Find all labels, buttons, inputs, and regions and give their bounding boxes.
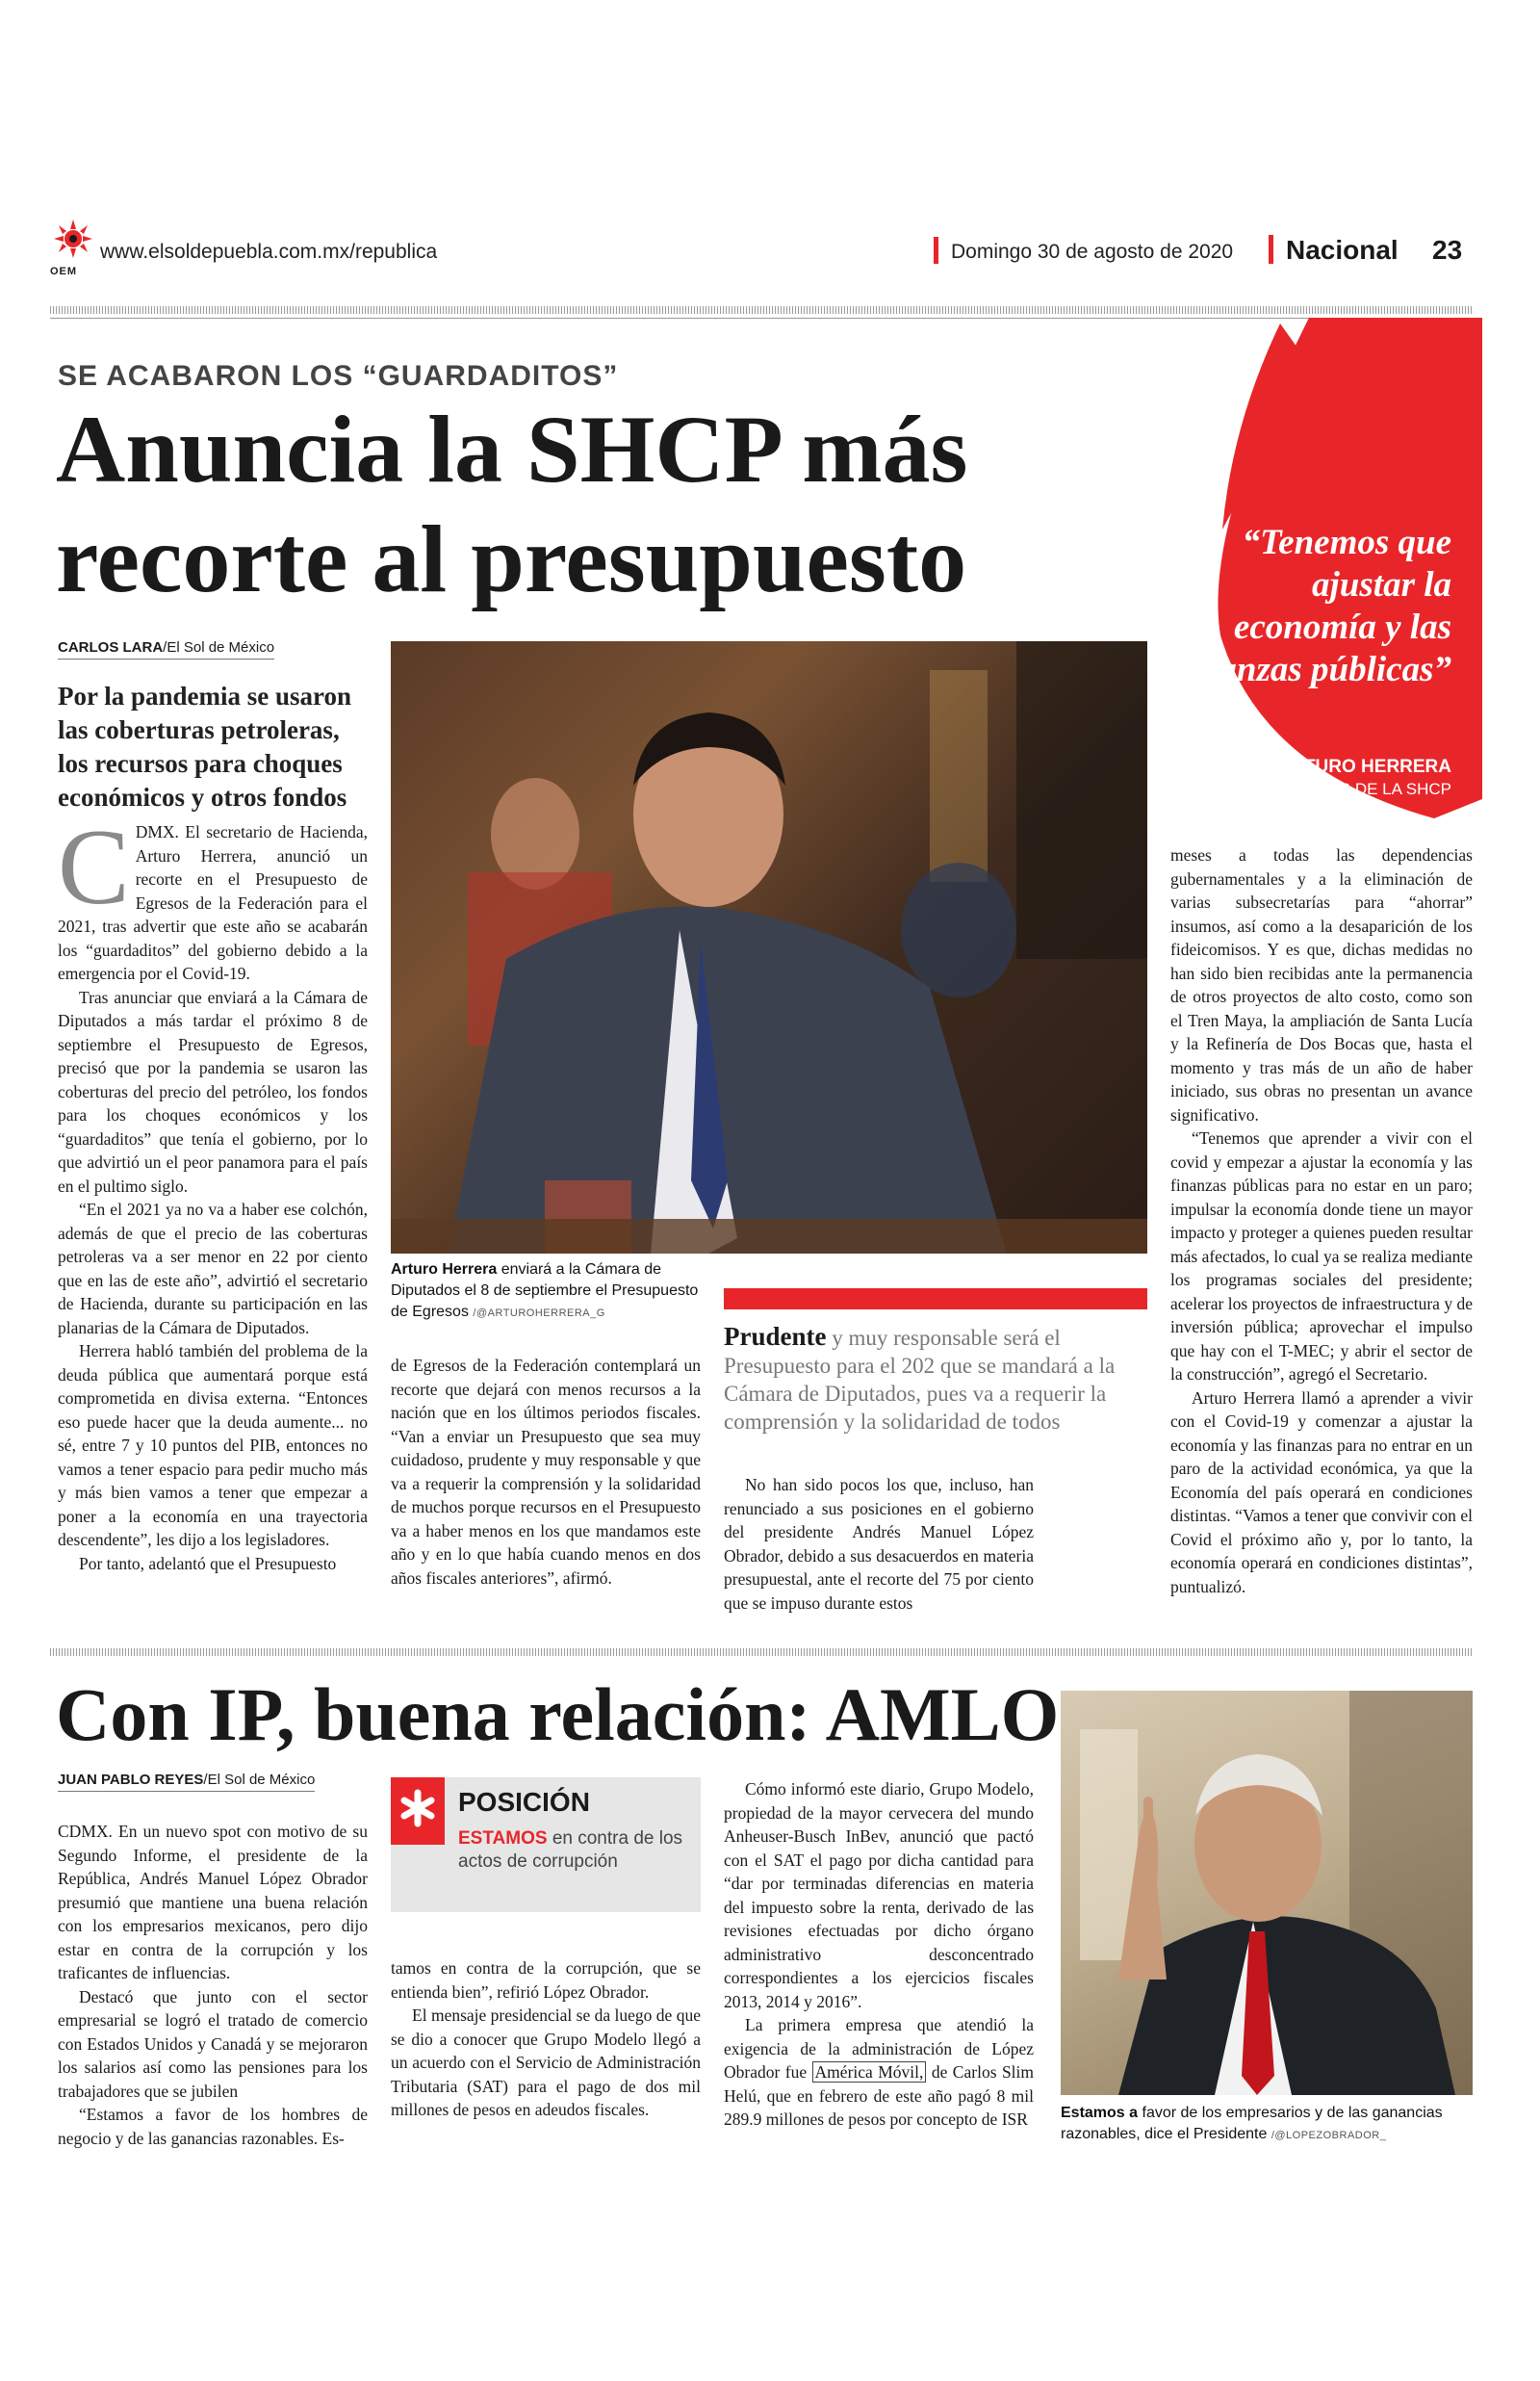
quote-author: ARTURO HERRERA [1277,757,1451,777]
article1-column-1 [58,808,368,1575]
paragraph: Por tanto, adelantó que el Presupuesto [79,1553,337,1573]
caption-lead: Estamos a [1061,2105,1139,2121]
page-number: 23 [1432,235,1463,265]
paragraph: Arturo Herrera llamó a aprender a vivir con el Covid-19 y comenzar a ajustar la economía y las finanzas para no entrar en un paro de la actividad económica, ya que la Economía del país operará en condiciones distintas. “Vamos a tener que convivir con el Covid el próximo año y, por lo tanto, la economía operará en condiciones distintas”, puntualizó. [1170,1387,1473,1596]
article2-byline [58,1772,315,1792]
article1-column-2 [391,1354,701,1590]
byline-author: JUAN PABLO REYES [58,1772,204,1788]
paragraph: Destacó que junto con el sector empresarial se logró el tratado de comercio con Estados Unidos y Canadá y se mejoraron los salarios así como las pensiones para los trabajadores que se jubilen [58,1986,368,2101]
photo-caption [391,1259,699,1324]
amlo-caption [1061,2103,1473,2146]
article1-column-4 [1170,843,1473,1614]
section-name: Nacional [1286,235,1399,265]
caption-text: enviará a la Cámara de Diputados el 8 de septiembre el Presupuesto de Egresos [391,1261,699,1320]
byline [58,639,274,660]
headline-line-2: recorte al presupuesto [56,505,967,612]
paragraph: Cómo informó este diario, Grupo Modelo, propiedad de la mayor cervecera del mundo Anheuser-Busch InBev, anunció que pactó con el SAT el pago por dicha cantidad para “dar por terminadas diferencias en materia del impuesto sobre la renta, derivado de las revisiones efectuadas por dicho órgano administrativo desconcentrado correspondientes a los ejercicios fiscales 2013, 2014 y 2016”. [724,1779,1034,2011]
date-marker [934,237,938,264]
article2-column-3 [724,1777,1034,2132]
caption-lead: Arturo Herrera [391,1261,498,1278]
position-title: POSICIÓN [458,1787,590,1817]
position-lead: ESTAMOS [458,1828,548,1849]
paragraph: El mensaje presidencial se da luego de que se dio a conocer que Grupo Modelo llegó a un acuerdo con el Servicio de Administración Tributaria (SAT) para el pago de dos mil millones de pesos en adeudos fiscales. [391,2006,701,2119]
article2-column-1 [58,1820,368,2150]
logo-text: OEM [50,266,78,277]
photo-credit: /@LOPEZOBRADOR_ [1270,2130,1387,2141]
sun-logo-icon [50,220,96,262]
paragraph: “Estamos a favor de los hombres de negocio y de las ganancias razonables. Es- [58,2105,368,2148]
kicker: SE ACABARON LOS “GUARDADITOS” [58,360,619,392]
pullquote-bar [724,1288,1147,1309]
quote-text: “Tenemos que ajustar la economía y las finanzas públicas” [1177,523,1451,689]
paragraph: Tras anunciar que enviará a la Cámara de Diputados a más tardar el próximo 8 de septiembre el Presupuesto de Egresos, precisó que por la pandemia se usaron las coberturas del precio del petróleo, los fondos para los choques económicos y los “guardaditos” que tenía el gobierno, por lo que advirtió un el peor panamora para el país en el pultimo siglo. [58,987,368,1196]
lead-paragraph: DMX. El secretario de Hacienda, Arturo Herrera, anunció un recorte en el Presupuesto de Egresos de la Federación para el 2021, tras advertir que este año se acabarán los “guardaditos” del gobierno debido a la emergencia por el Covid-19. [58,822,368,983]
deck: Por la pandemia se usaron las coberturas petroleras, los recursos para choques económicos y otros fondos [58,682,352,812]
section-marker [1269,235,1273,264]
herrera-photo [391,641,1147,1254]
pullquote [724,1323,1138,1436]
paragraph: “Tenemos que aprender a vivir con el covid y empezar a ajustar la economía y las finanzas públicas para no estar en un paro; impulsar la economía donde tiene un mayor impacto y proteger a quienes pueden resultar más afectados, lo cual ya se realiza mediante los programas sociales del presidente; acelerar los proyectos de infraestructura y de inversión pública; aprovechar el impulso que hay con el T-MEC; y abrir el sector de la construcción”, agregó el Secretario. [1170,1128,1473,1384]
paragraph-start: La primera empresa que atendió la exigencia de la administración de López Obrador fue [724,2015,1034,2082]
photo-credit: /@ARTUROHERRERA_G [473,1307,605,1319]
paragraph-end: de Carlos Slim Helú, que en febrero de este año pagó 8 mil 289.9 millones de pesos por concepto de ISR [724,2062,1035,2129]
position-icon-box [391,1777,445,1845]
pullquote-text: y muy responsable será el Presupuesto para el 202 que se mandará a la Cámara de Diputados, pues va a requerir la comprensión y la solidaridad de todos [724,1326,1116,1434]
site-url[interactable]: www.elsoldepuebla.com.mx/republica [100,241,438,263]
section-divider [50,1648,1473,1656]
paragraph: CDMX. En un nuevo spot con motivo de su Segundo Informe, el presidente de la República, Andrés Manuel López Obrador presumió que mantiene una buena relación con los empresarios mexicanos, pero dijo estar en contra de la corrupción y los traficantes de influencias. [58,1822,368,1982]
issue-date: Domingo 30 de agosto de 2020 [951,241,1234,263]
article1-column-3 [724,1473,1034,1615]
byline-outlet: /El Sol de México [163,639,275,656]
pullquote-lead: Prudente [724,1322,827,1351]
headline-line-1: Anuncia la SHCP más [56,396,968,503]
america-movil-link[interactable]: América Móvil, [812,2061,927,2083]
paragraph: No han sido pocos los que, incluso, han renunciado a sus posiciones en el gobierno del presidente Andrés Manuel López Obrador, debido a sus desacuerdos en materia presupuestal, ante el recorte del 75 por ciento que se impuso durante estos [724,1475,1034,1613]
header-rule [50,306,1473,314]
position-body: en contra de los actos de corrupción [458,1828,683,1872]
quote-role: TITULAR DE LA SHCP [1282,780,1451,798]
byline-outlet: /El Sol de México [203,1772,316,1788]
paragraph: Herrera habló también del problema de la deuda pública que aumentará porque está comprometida en divisa externa. “Entonces eso puede hacer que la deuda aumente... no sé, entre 7 y 10 puntos del PIB, entonces no vamos a tener espacio para pedir mucho más y más bien vamos a tener que empezar a poner a la economía en una trayectoria descendente”, les dijo a los legisladores. [58,1341,368,1549]
amlo-photo [1061,1691,1473,2095]
paragraph: de Egresos de la Federación contemplará un recorte que dejará con menos recursos a la nación que en los últimos periodos fiscales. “Van a enviar un Presupuesto que sea muy cuidadoso, prudente y muy responsable y que va a requerir la comprensión y la solidaridad de muchos porque recursos en el Presupuesto va a haber menos en los que mandamos este año y en lo que había cuando menos en dos años fiscales anteriores”, afirmó. [391,1356,701,1588]
caption-text: favor de los empresarios y de las ganancias razonables, dice el Presidente [1061,2105,1443,2142]
article2-headline: Con IP, buena relación: AMLO [56,1672,1060,1756]
paragraph [724,2013,1034,2132]
asterisk-icon [391,1777,445,1845]
drop-cap: C [58,808,130,927]
paragraph: tamos en contra de la corrupción, que se entienda bien”, refirió López Obrador. [391,1958,701,2002]
paragraph: meses a todas las dependencias gubernamentales y a la eliminación de varias subsecretarías para “ahorrar” insumos, así como a la desaparición de los fideicomisos. Y es que, dichas medidas no han sido bien recibidas ante la permanencia de otros proyectos de alto costo, como son el Tren Maya, la ampliación de Santa Lucía y la Refinería de Dos Bocas que, hasta el momento y tras más de un año de haber iniciado, sus obras no presentan un avance significativo. [1170,845,1473,1125]
paragraph: “En el 2021 ya no va a haber ese colchón, además de que el precio de las coberturas petroleras va a ser menor en 22 por ciento que en las de este año”, advirtió el secretario de Hacienda, durante su participación en las planarias de la Cámara de Diputados. [58,1200,368,1337]
masthead-logo [50,220,96,275]
position-box [391,1777,701,1912]
position-text [458,1827,689,1874]
article2-column-2 [391,1956,701,2122]
byline-author: CARLOS LARA [58,639,164,656]
